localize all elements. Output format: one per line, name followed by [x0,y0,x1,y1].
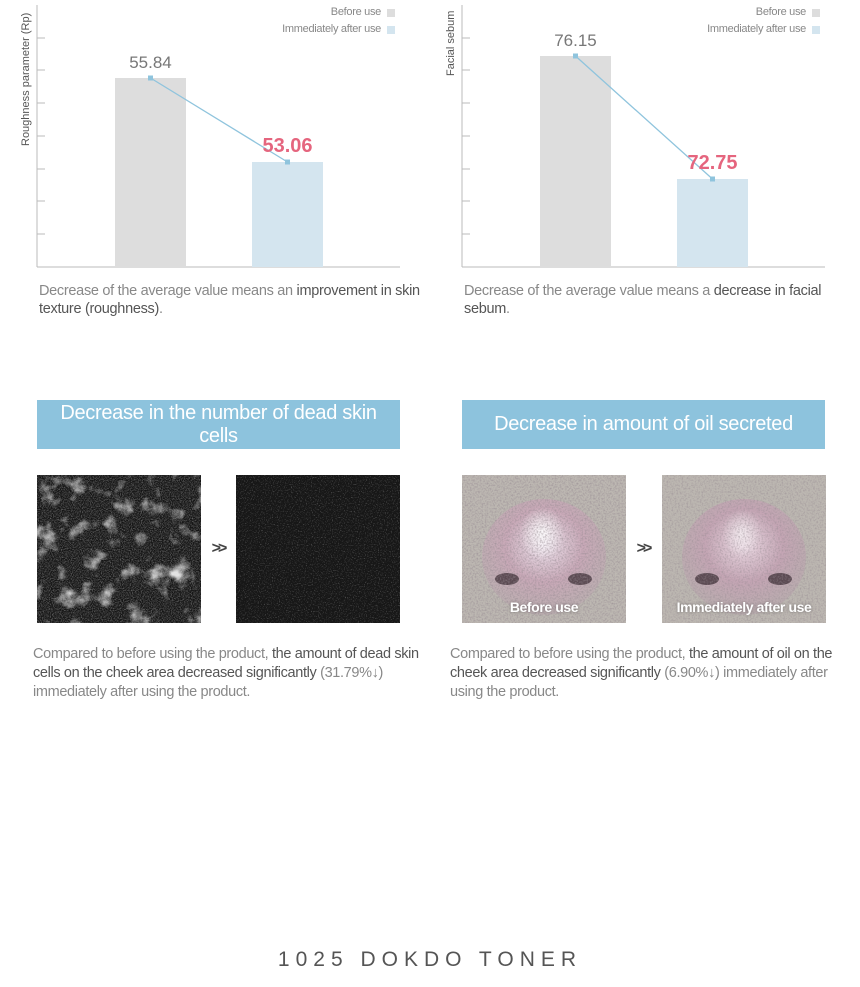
before-bar [115,78,186,267]
after-bar [677,179,748,267]
before-value-label: 76.15 [554,31,597,50]
sebum-y-axis-label: Facial sebum [445,10,457,76]
legend-after [707,21,820,38]
roughness-caption-end: . [159,301,163,317]
nose-after-image [662,475,826,623]
sebum-caption-end: . [506,301,510,317]
nose-after-label: Immediately after use [676,599,812,615]
oil-arrow: >> [636,540,650,557]
oil-desc-end: (6.90%↓) immediately after using the product. [450,665,828,700]
after-value-label: 72.75 [687,152,738,174]
roughness-y-axis-label: Roughness parameter (Rp) [20,12,32,146]
dead-skin-arrow: >> [211,540,225,557]
sebum-legend [707,4,820,38]
before-value-label: 55.84 [129,53,172,72]
legend-after-swatch [387,26,395,34]
legend-before-label: Before use [755,6,806,18]
sebum-caption-text: Decrease of the average value means a [464,283,714,299]
legend-before-swatch [812,9,820,17]
dead-skin-desc-emphasis: the amount of dead skin cells on the cheek area decreased significantly [33,646,419,681]
dead-skin-desc-text: Compared to before using the product, [33,646,272,662]
legend-before-label: Before use [330,6,381,18]
sebum-chart-plot [425,0,825,280]
after-value-label: 53.06 [262,135,313,157]
oil-banner: Decrease in amount of oil secreted [462,400,825,449]
legend-after-label: Immediately after use [282,23,381,35]
dead-skin-description [33,645,443,702]
roughness-chart [0,0,400,280]
sebum-caption [464,282,824,318]
trend-marker-1 [710,177,715,182]
after-bar [252,162,323,267]
roughness-caption [39,282,439,318]
oil-desc-emphasis: the amount of oil on the cheek area decreased significantly [450,646,833,681]
legend-before-swatch [387,9,395,17]
legend-after [282,21,395,38]
roughness-caption-text: Decrease of the average value means an [39,283,297,299]
roughness-caption-emphasis: improvement in skin texture (roughness) [39,283,420,317]
sebum-chart [425,0,825,280]
trend-marker-0 [148,76,153,81]
sebum-caption-emphasis: decrease in facial sebum [464,283,822,317]
nose-before-label: Before use [509,599,579,615]
dead-skin-cells-before-image [37,475,201,623]
roughness-legend [282,4,395,38]
roughness-chart-plot [0,0,400,280]
dead-skin-banner: Decrease in the number of dead skin cells [37,400,400,449]
dead-skin-desc-end: (31.79%↓) immediately after using the product. [33,665,384,700]
before-bar [540,56,611,267]
footer-product-name: 1025 DOKDO TONER [277,948,583,971]
oil-description [450,645,850,702]
nose-before-image [462,475,626,623]
legend-after-label: Immediately after use [707,23,806,35]
legend-before [707,4,820,21]
legend-before [282,4,395,21]
trend-marker-0 [573,54,578,59]
oil-desc-text: Compared to before using the product, [450,646,689,662]
dead-skin-cells-after-image [236,475,400,623]
trend-marker-1 [285,160,290,165]
legend-after-swatch [812,26,820,34]
